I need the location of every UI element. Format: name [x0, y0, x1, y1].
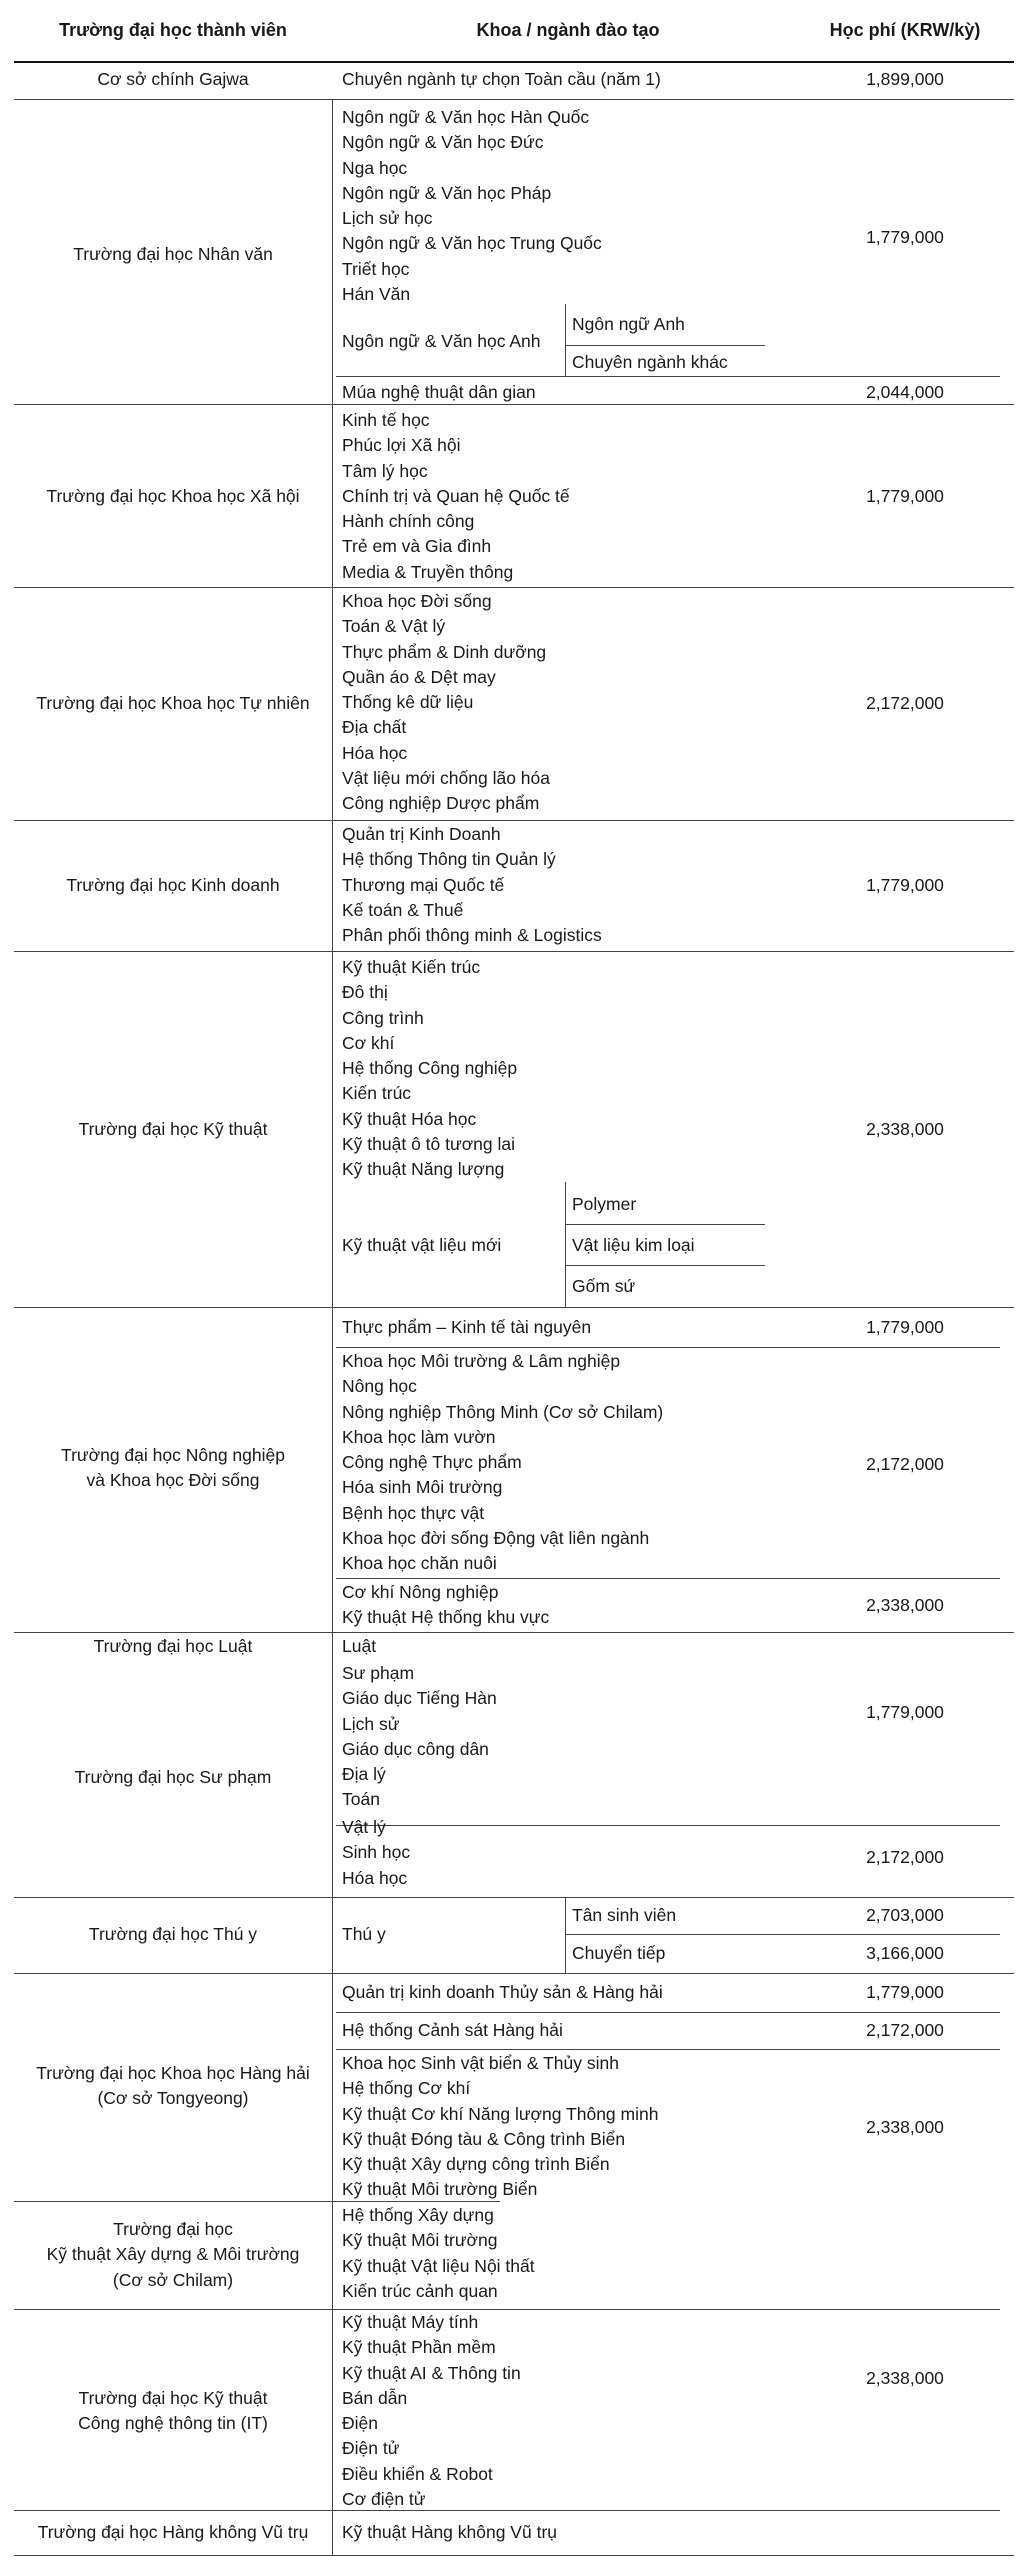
program-item: Ngôn ngữ & Văn học Trung Quốc — [342, 233, 602, 254]
row-divider — [14, 99, 1014, 100]
program-list — [342, 1661, 497, 1813]
row-divider — [336, 2012, 1000, 2013]
program-list — [342, 589, 550, 817]
aerospace-program: Kỹ thuật Hàng không Vũ trụ — [342, 2522, 557, 2542]
program-item: Kỹ thuật Hóa học — [342, 1108, 477, 1129]
program-item: Khoa học Môi trường & Lâm nghiệp — [342, 1351, 621, 1371]
program-item: Bệnh học thực vật — [342, 1502, 485, 1523]
row-divider — [14, 820, 1014, 821]
program-item: Kỹ thuật Hệ thống khu vực — [342, 1607, 550, 1628]
program-item: Khoa học Sinh vật biển & Thủy sinh — [342, 2053, 619, 2073]
university-education: Trường đại học Sư phạm — [74, 1767, 272, 1787]
english-sub-other: Chuyên ngành khác — [572, 352, 728, 372]
row-divider — [14, 1632, 1014, 1633]
program-item: Công trình — [342, 1007, 424, 1028]
program-item: Địa lý — [342, 1764, 386, 1785]
university-veterinary: Trường đại học Thú y — [88, 1924, 258, 1944]
program-item: Sinh học — [342, 1842, 411, 1863]
program-item: Sư phạm — [342, 1663, 415, 1683]
marine-business-program: Quản trị kinh doanh Thủy sản & Hàng hải — [342, 1982, 663, 2002]
program-item: Thống kê dữ liệu — [342, 692, 474, 713]
veterinary-freshman-fee: 2,703,000 — [866, 1905, 944, 1925]
law-program: Luật — [342, 1636, 377, 1656]
table-bottom-border — [14, 2555, 1014, 2556]
program-item: Lịch sử — [342, 1713, 400, 1734]
university-it: Trường đại học Kỹ thuật Công nghệ thông tin (IT) — [78, 2388, 268, 2434]
row-divider — [565, 345, 765, 346]
program-item: Kế toán & Thuế — [342, 899, 464, 920]
row-divider — [336, 2049, 1000, 2050]
program-list — [342, 408, 570, 585]
university-agriculture: Trường đại học Nông nghiệp và Khoa học Đời sống — [61, 1445, 285, 1491]
natural-sciences-fee: 2,172,000 — [866, 693, 944, 713]
marine-police-fee: 2,172,000 — [866, 2020, 944, 2040]
program-item: Nga học — [342, 157, 408, 178]
english-literature: Ngôn ngữ & Văn học Anh — [342, 331, 541, 351]
program-item: Toán & Vật lý — [342, 616, 446, 637]
dance-program: Múa nghệ thuật dân gian — [342, 382, 536, 402]
university-law: Trường đại học Luật — [93, 1636, 253, 1656]
program-item: Hành chính công — [342, 511, 475, 532]
program-item: Vật lý — [342, 1817, 386, 1837]
program-item: Cơ điện tử — [342, 2489, 426, 2510]
program-item: Khoa học đời sống Động vật liên ngành — [342, 1528, 650, 1549]
program-item: Lịch sử học — [342, 208, 433, 229]
engineering-fee: 2,338,000 — [866, 1119, 944, 1139]
program-item: Kỹ thuật Môi trường — [342, 2230, 498, 2251]
row-divider — [565, 1224, 765, 1225]
program-item: Hán Văn — [342, 284, 411, 305]
program-item: Quần áo & Dệt may — [342, 666, 496, 687]
program-list — [342, 1580, 549, 1631]
program-item: Giáo dục Tiếng Hàn — [342, 1688, 497, 1709]
program-item: Kiến trúc — [342, 1083, 412, 1104]
program-item: Địa chất — [342, 717, 407, 738]
veterinary-transfer-fee: 3,166,000 — [866, 1943, 944, 1963]
university-social-sciences: Trường đại học Khoa học Xã hội — [46, 486, 300, 506]
program-item: Thương mại Quốc tế — [342, 874, 505, 895]
column-divider — [332, 99, 333, 2555]
header-fee: Học phí (KRW/kỳ) — [829, 20, 981, 40]
education-fee-2: 2,172,000 — [866, 1847, 944, 1867]
program-item: Hóa học — [342, 742, 408, 763]
program-item: Kỹ thuật Năng lượng — [342, 1159, 505, 1180]
program-item: Điện tử — [342, 2438, 400, 2459]
veterinary-freshman: Tân sinh viên — [572, 1905, 677, 1925]
program-item: Vật liệu mới chống lão hóa — [342, 768, 550, 789]
program-item: Kỹ thuật AI & Thông tin — [342, 2362, 521, 2383]
university-business: Trường đại học Kinh doanh — [66, 875, 280, 895]
materials-sub-ceramic: Gốm sứ — [572, 1276, 636, 1296]
program-item: Kỹ thuật Máy tính — [342, 2312, 479, 2332]
materials-sub-metal: Vật liệu kim loại — [572, 1235, 695, 1255]
program-item: Hệ thống Thông tin Quản lý — [342, 849, 556, 870]
row-divider — [336, 1347, 1000, 1348]
program-item: Giáo dục công dân — [342, 1738, 489, 1759]
row-divider — [336, 1825, 1000, 1826]
program-item: Ngôn ngữ & Văn học Pháp — [342, 182, 552, 203]
program-list — [342, 955, 517, 1183]
food-economics-program: Thực phẩm – Kinh tế tài nguyên — [342, 1317, 592, 1337]
university-aerospace: Trường đại học Hàng không Vũ trụ — [37, 2522, 309, 2542]
dance-fee: 2,044,000 — [866, 382, 944, 402]
row-divider — [14, 1897, 1014, 1898]
program-item: Hệ thống Cơ khí — [342, 2078, 471, 2099]
row-divider — [565, 1265, 765, 1266]
program-item: Ngôn ngữ & Văn học Đức — [342, 132, 544, 153]
program-item: Hóa học — [342, 1867, 408, 1888]
program-list — [342, 822, 602, 948]
university-humanities: Trường đại học Nhân văn — [73, 244, 273, 264]
university-construction: Trường đại học Kỹ thuật Xây dựng & Môi trường (Cơ sở Chilam) — [46, 2219, 300, 2290]
business-fee: 1,779,000 — [866, 875, 944, 895]
veterinary-transfer: Chuyển tiếp — [572, 1943, 666, 1963]
program-list — [342, 1349, 663, 1577]
marine-fee: 2,338,000 — [866, 2117, 944, 2137]
gajwa-campus: Cơ sở chính Gajwa — [97, 69, 249, 89]
program-item: Hệ thống Công nghiệp — [342, 1058, 518, 1079]
program-list — [342, 2203, 535, 2304]
column-divider — [565, 304, 566, 377]
column-divider — [565, 1897, 566, 1973]
program-item: Kỹ thuật Phần mềm — [342, 2337, 496, 2358]
university-marine: Trường đại học Khoa học Hàng hải (Cơ sở Tongyeong) — [36, 2063, 310, 2109]
header-divider — [14, 61, 1014, 63]
food-economics-fee: 1,779,000 — [866, 1317, 944, 1337]
program-item: Cơ khí — [342, 1032, 395, 1053]
program-item: Công nghiệp Dược phẩm — [342, 793, 540, 814]
header-faculty: Khoa / ngành đào tạo — [476, 20, 660, 40]
program-item: Kỹ thuật Đóng tàu & Công trình Biển — [342, 2128, 626, 2149]
row-divider — [14, 587, 1014, 588]
program-item: Khoa học Đời sống — [342, 591, 492, 611]
gajwa-program: Chuyên ngành tự chọn Toàn cầu (năm 1) — [342, 69, 661, 89]
program-item: Điều khiển & Robot — [342, 2463, 493, 2484]
program-item: Phúc lợi Xã hội — [342, 435, 461, 456]
program-item: Tâm lý học — [342, 460, 428, 481]
program-list — [342, 2051, 658, 2203]
program-list — [342, 2310, 521, 2512]
column-divider — [565, 1182, 566, 1307]
program-item: Công nghệ Thực phẩm — [342, 1452, 522, 1473]
social-sciences-fee: 1,779,000 — [866, 486, 944, 506]
program-item: Kỹ thuật Kiến trúc — [342, 957, 481, 977]
program-item: Trẻ em và Gia đình — [342, 536, 492, 557]
marine-police-program: Hệ thống Cảnh sát Hàng hải — [342, 2020, 563, 2040]
university-natural-sciences: Trường đại học Khoa học Tự nhiên — [36, 693, 310, 713]
program-item: Kỹ thuật Môi trường Biển — [342, 2179, 538, 2200]
header-university: Trường đại học thành viên — [59, 20, 287, 40]
row-divider — [336, 1578, 1000, 1579]
program-item: Đô thị — [342, 982, 388, 1003]
program-item: Kỹ thuật ô tô tương lai — [342, 1134, 516, 1155]
program-item: Ngôn ngữ & Văn học Hàn Quốc — [342, 107, 590, 127]
veterinary-program: Thú y — [342, 1924, 386, 1944]
program-item: Triết học — [342, 258, 410, 279]
education-fee: 1,779,000 — [866, 1702, 944, 1722]
university-engineering: Trường đại học Kỹ thuật — [78, 1119, 268, 1139]
program-item: Cơ khí Nông nghiệp — [342, 1582, 499, 1602]
it-fee: 2,338,000 — [866, 2368, 944, 2388]
agriculture-fee: 2,172,000 — [866, 1454, 944, 1474]
row-divider — [14, 951, 1014, 952]
program-item: Kỹ thuật Vật liệu Nội thất — [342, 2255, 535, 2276]
gajwa-fee: 1,899,000 — [866, 69, 944, 89]
program-item: Nông học — [342, 1376, 417, 1397]
program-item: Khoa học làm vườn — [342, 1426, 496, 1447]
program-item: Quản trị Kinh Doanh — [342, 824, 501, 844]
program-item: Kỹ thuật Xây dựng công trình Biển — [342, 2154, 610, 2175]
program-list — [342, 105, 602, 307]
program-item: Điện — [342, 2413, 378, 2434]
materials-sub-polymer: Polymer — [572, 1194, 637, 1214]
program-item: Khoa học chăn nuôi — [342, 1553, 497, 1574]
program-list — [342, 1815, 410, 1891]
program-item: Thực phẩm & Dinh dưỡng — [342, 641, 547, 662]
program-item: Phân phối thông minh & Logistics — [342, 925, 602, 946]
program-item: Kinh tế học — [342, 410, 430, 430]
program-item: Chính trị và Quan hệ Quốc tế — [342, 485, 570, 506]
english-sub-language: Ngôn ngữ Anh — [572, 314, 685, 334]
program-item: Nông nghiệp Thông Minh (Cơ sở Chilam) — [342, 1401, 664, 1422]
row-divider — [14, 1307, 1014, 1308]
program-item: Hệ thống Xây dựng — [342, 2205, 494, 2225]
program-item: Bán dẫn — [342, 2387, 408, 2408]
program-item: Toán — [342, 1789, 380, 1810]
program-item: Hóa sinh Môi trường — [342, 1477, 503, 1498]
program-item: Kỹ thuật Cơ khí Năng lượng Thông minh — [342, 2103, 659, 2124]
row-divider — [14, 1973, 1014, 1974]
program-item: Kiến trúc cảnh quan — [342, 2280, 498, 2301]
marine-business-fee: 1,779,000 — [866, 1982, 944, 2002]
humanities-fee: 1,779,000 — [866, 227, 944, 247]
row-divider — [565, 1934, 1000, 1935]
program-item: Media & Truyền thông — [342, 561, 514, 582]
agriculture-fee-2: 2,338,000 — [866, 1595, 944, 1615]
row-divider — [336, 376, 1000, 377]
new-materials-program: Kỹ thuật vật liệu mới — [342, 1235, 502, 1255]
